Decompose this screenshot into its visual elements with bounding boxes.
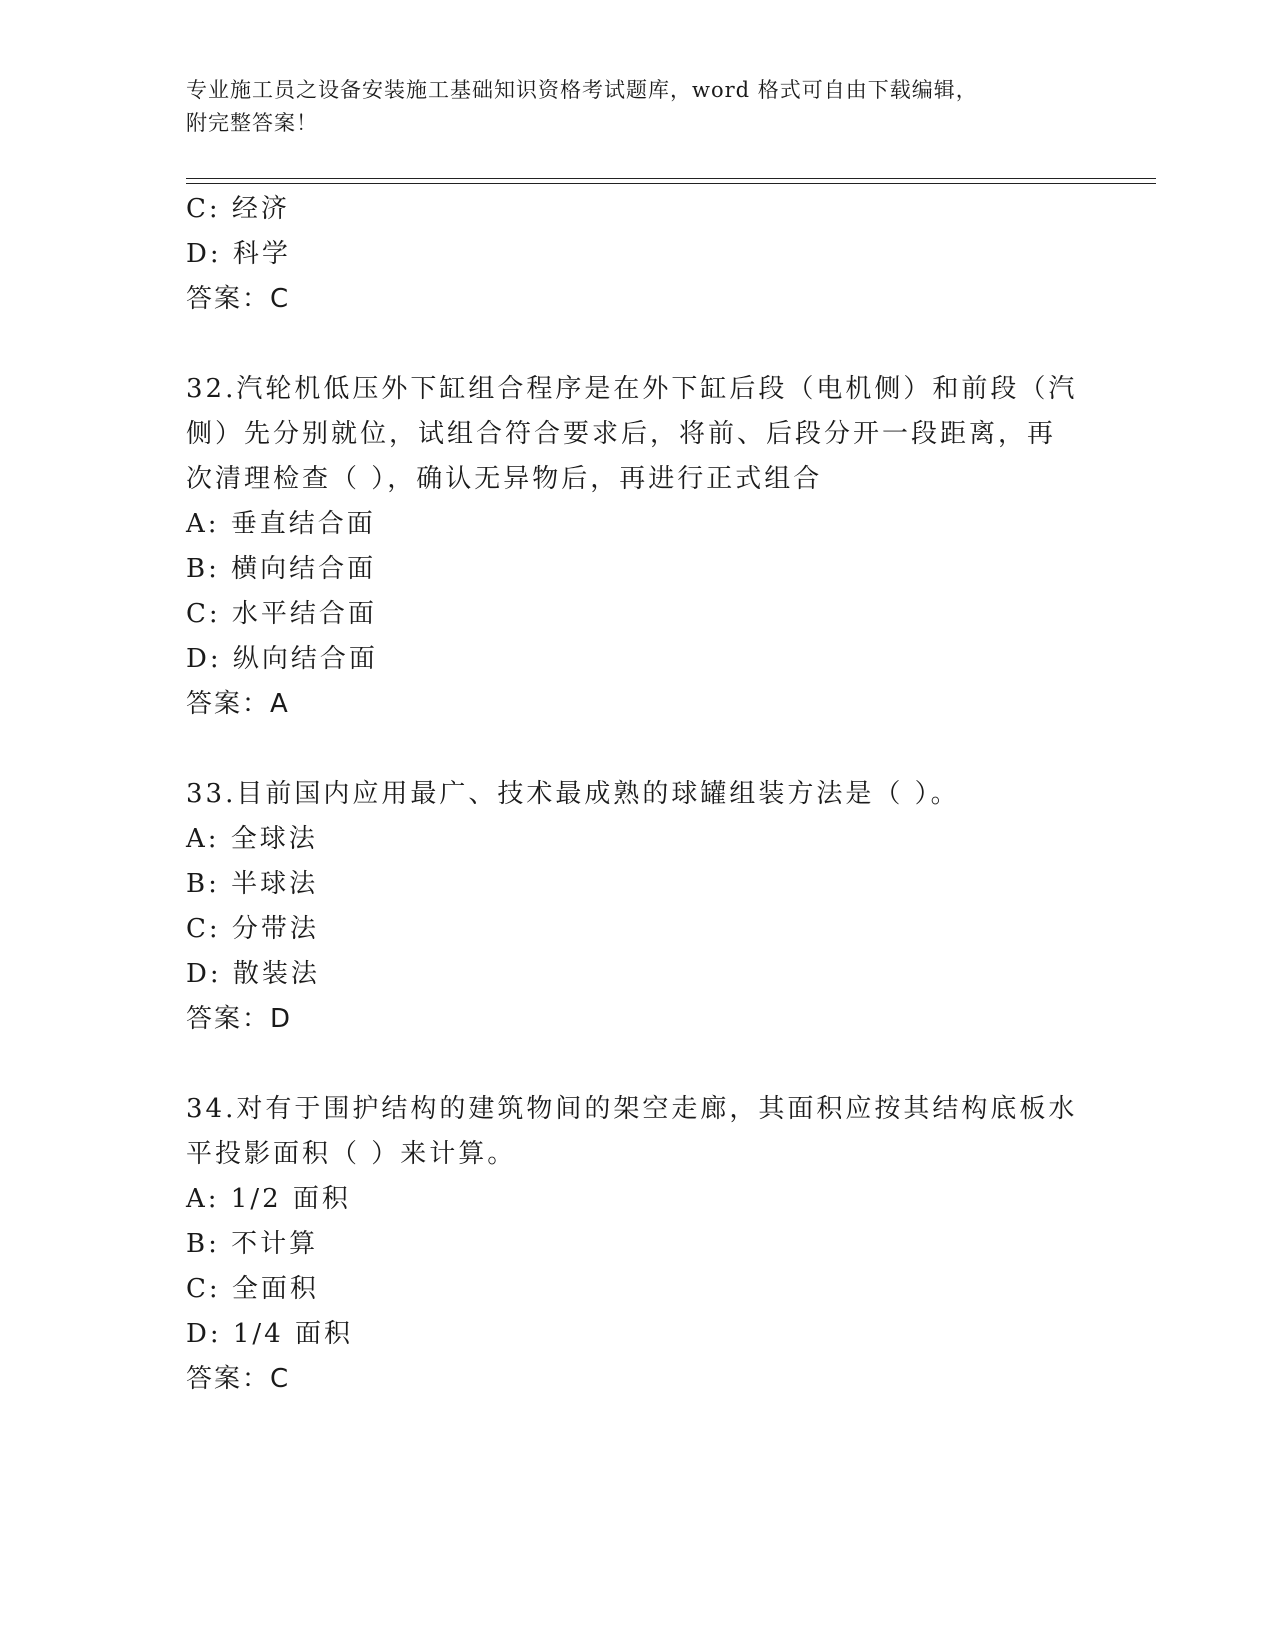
q32-option-c: C: 水平结合面: [186, 599, 377, 629]
document-header: [186, 74, 1086, 140]
q32-stem-line-3: 次清理检查（ ），确认无异物后，再进行正式组合: [186, 464, 823, 494]
header-line-1: 专业施工员之设备安装施工基础知识资格考试题库，word 格式可自由下载编辑，: [186, 78, 978, 102]
q34-option-c: C: 全面积: [186, 1274, 319, 1304]
q32-stem-line-2: 侧）先分别就位，试组合符合要求后，将前、后段分开一段距离，再: [186, 419, 1057, 449]
q33-stem-line-1: 33.目前国内应用最广、技术最成熟的球罐组装方法是（ ）。: [186, 779, 960, 809]
q32-option-a: A: 垂直结合面: [186, 509, 376, 539]
header-line-2: 附完整答案！: [186, 111, 318, 135]
q34-answer: 答案：C: [186, 1364, 291, 1394]
header-divider-top: [186, 178, 1156, 179]
q32-answer: 答案：A: [186, 689, 290, 719]
prev-option-c: C: 经济: [186, 194, 290, 224]
q32-option-b: B: 横向结合面: [186, 554, 377, 584]
q33-option-b: B: 半球法: [186, 869, 319, 899]
q33-answer: 答案：D: [186, 1004, 293, 1034]
q33-option-c: C: 分带法: [186, 914, 319, 944]
q32-option-d: D: 纵向结合面: [186, 644, 378, 674]
header-divider-bottom: [186, 183, 1156, 184]
q34-stem-line-2: 平投影面积（ ）来计算。: [186, 1139, 517, 1169]
q33-option-a: A: 全球法: [186, 824, 318, 854]
q34-option-a: A: 1/2 面积: [186, 1184, 351, 1214]
q33-option-d: D: 散装法: [186, 959, 320, 989]
q34-option-b: B: 不计算: [186, 1229, 319, 1259]
q32-stem-line-1: 32.汽轮机低压外下缸组合程序是在外下缸后段（电机侧）和前段（汽: [186, 374, 1078, 404]
prev-option-d: D: 科学: [186, 239, 291, 269]
q34-stem-line-1: 34.对有于围护结构的建筑物间的架空走廊，其面积应按其结构底板水: [186, 1094, 1078, 1124]
q34-option-d: D: 1/4 面积: [186, 1319, 353, 1349]
prev-answer: 答案：C: [186, 284, 291, 314]
